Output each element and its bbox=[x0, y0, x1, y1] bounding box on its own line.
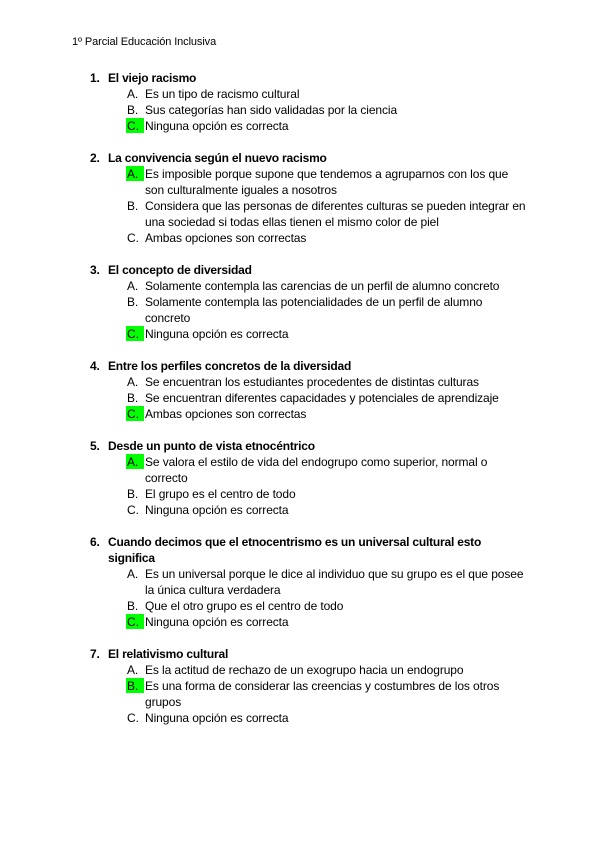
document-header: 1º Parcial Educación Inclusiva bbox=[72, 36, 217, 48]
question-title bbox=[0, 534, 600, 566]
question-number: 1. bbox=[90, 71, 100, 85]
question-text: Entre los perfiles concretos de la diversidad bbox=[108, 359, 352, 373]
question-text: El relativismo cultural bbox=[108, 647, 229, 661]
question-4 bbox=[0, 358, 600, 422]
option-c bbox=[0, 502, 600, 518]
option-text: Es un tipo de racismo cultural bbox=[145, 87, 300, 101]
question-number: 3. bbox=[90, 263, 100, 277]
option-a bbox=[0, 86, 600, 102]
option-text: Es una forma de considerar las creencias y costumbres de los otros grupos bbox=[145, 679, 500, 709]
question-title bbox=[0, 438, 600, 454]
question-list bbox=[0, 70, 600, 742]
option-letter: B. bbox=[127, 103, 139, 117]
option-list bbox=[0, 278, 600, 342]
question-number: 6. bbox=[90, 535, 100, 549]
option-b bbox=[0, 102, 600, 118]
option-text: Ninguna opción es correcta bbox=[145, 711, 289, 725]
option-text: Es imposible porque supone que tendemos a agruparnos con los que son culturalmente iguales a nosotros bbox=[145, 167, 509, 197]
option-text: Es la actitud de rechazo de un exogrupo hacia un endogrupo bbox=[145, 663, 464, 677]
question-text: Cuando decimos que el etnocentrismo es un universal cultural esto significa bbox=[108, 535, 482, 565]
option-letter: B. bbox=[127, 487, 139, 501]
correct-answer-highlight: A. bbox=[126, 166, 144, 181]
option-letter: A. bbox=[127, 375, 139, 389]
correct-answer-highlight: C. bbox=[126, 118, 144, 133]
question-title bbox=[0, 150, 600, 166]
option-list bbox=[0, 374, 600, 422]
question-number: 5. bbox=[90, 439, 100, 453]
option-a bbox=[0, 166, 600, 198]
option-a bbox=[0, 374, 600, 390]
option-b bbox=[0, 198, 600, 230]
question-title bbox=[0, 358, 600, 374]
question-title bbox=[0, 646, 600, 662]
option-a bbox=[0, 566, 600, 598]
question-text: Desde un punto de vista etnocéntrico bbox=[108, 439, 315, 453]
option-text: Ambas opciones son correctas bbox=[145, 231, 307, 245]
option-text: Ninguna opción es correcta bbox=[145, 119, 289, 133]
option-b bbox=[0, 486, 600, 502]
option-text: Ninguna opción es correcta bbox=[145, 327, 289, 341]
option-a bbox=[0, 662, 600, 678]
question-title bbox=[0, 70, 600, 86]
question-3 bbox=[0, 262, 600, 342]
question-5 bbox=[0, 438, 600, 518]
option-list bbox=[0, 454, 600, 518]
option-letter: A. bbox=[127, 567, 139, 581]
option-letter: B. bbox=[127, 295, 139, 309]
option-text: Se valora el estilo de vida del endogrupo como superior, normal o correcto bbox=[145, 455, 488, 485]
option-list bbox=[0, 86, 600, 134]
option-letter: A. bbox=[127, 87, 139, 101]
question-2 bbox=[0, 150, 600, 246]
option-b bbox=[0, 390, 600, 406]
question-1 bbox=[0, 70, 600, 134]
option-c bbox=[0, 614, 600, 630]
question-number: 4. bbox=[90, 359, 100, 373]
option-letter: B. bbox=[127, 199, 139, 213]
question-number: 2. bbox=[90, 151, 100, 165]
correct-answer-highlight: B. bbox=[126, 678, 144, 693]
correct-answer-highlight: C. bbox=[126, 326, 144, 341]
option-text: Es un universal porque le dice al individuo que su grupo es el que posee la única cultura verdadera bbox=[145, 567, 524, 597]
question-7 bbox=[0, 646, 600, 726]
correct-answer-highlight: C. bbox=[126, 406, 144, 421]
option-c bbox=[0, 710, 600, 726]
question-text: El concepto de diversidad bbox=[108, 263, 252, 277]
option-letter: B. bbox=[127, 391, 139, 405]
question-title bbox=[0, 262, 600, 278]
option-letter: C. bbox=[127, 231, 139, 245]
option-text: Ninguna opción es correcta bbox=[145, 615, 289, 629]
option-c bbox=[0, 230, 600, 246]
correct-answer-highlight: C. bbox=[126, 614, 144, 629]
option-text: Ambas opciones son correctas bbox=[145, 407, 307, 421]
question-text: El viejo racismo bbox=[108, 71, 197, 85]
option-c bbox=[0, 326, 600, 342]
option-letter: C. bbox=[127, 503, 139, 517]
option-b bbox=[0, 294, 600, 326]
option-a bbox=[0, 278, 600, 294]
option-letter: B. bbox=[127, 599, 139, 613]
question-number: 7. bbox=[90, 647, 100, 661]
option-list bbox=[0, 166, 600, 246]
option-text: Solamente contempla las carencias de un perfil de alumno concreto bbox=[145, 279, 500, 293]
option-c bbox=[0, 406, 600, 422]
option-c bbox=[0, 118, 600, 134]
option-text: Que el otro grupo es el centro de todo bbox=[145, 599, 344, 613]
correct-answer-highlight: A. bbox=[126, 454, 144, 469]
option-text: Sus categorías han sido validadas por la ciencia bbox=[145, 103, 398, 117]
option-text: Se encuentran diferentes capacidades y potenciales de aprendizaje bbox=[145, 391, 499, 405]
option-text: Considera que las personas de diferentes culturas se pueden integrar en una sociedad si todas ellas tienen el mismo color de piel bbox=[145, 199, 526, 229]
option-text: El grupo es el centro de todo bbox=[145, 487, 296, 501]
option-text: Ninguna opción es correcta bbox=[145, 503, 289, 517]
option-a bbox=[0, 454, 600, 486]
option-letter: A. bbox=[127, 279, 139, 293]
question-text: La convivencia según el nuevo racismo bbox=[108, 151, 327, 165]
option-letter: A. bbox=[127, 663, 139, 677]
option-text: Solamente contempla las potencialidades de un perfil de alumno concreto bbox=[145, 295, 483, 325]
option-b bbox=[0, 678, 600, 710]
option-list bbox=[0, 662, 600, 726]
option-list bbox=[0, 566, 600, 630]
option-b bbox=[0, 598, 600, 614]
option-letter: C. bbox=[127, 711, 139, 725]
question-6 bbox=[0, 534, 600, 630]
option-text: Se encuentran los estudiantes procedentes de distintas culturas bbox=[145, 375, 479, 389]
